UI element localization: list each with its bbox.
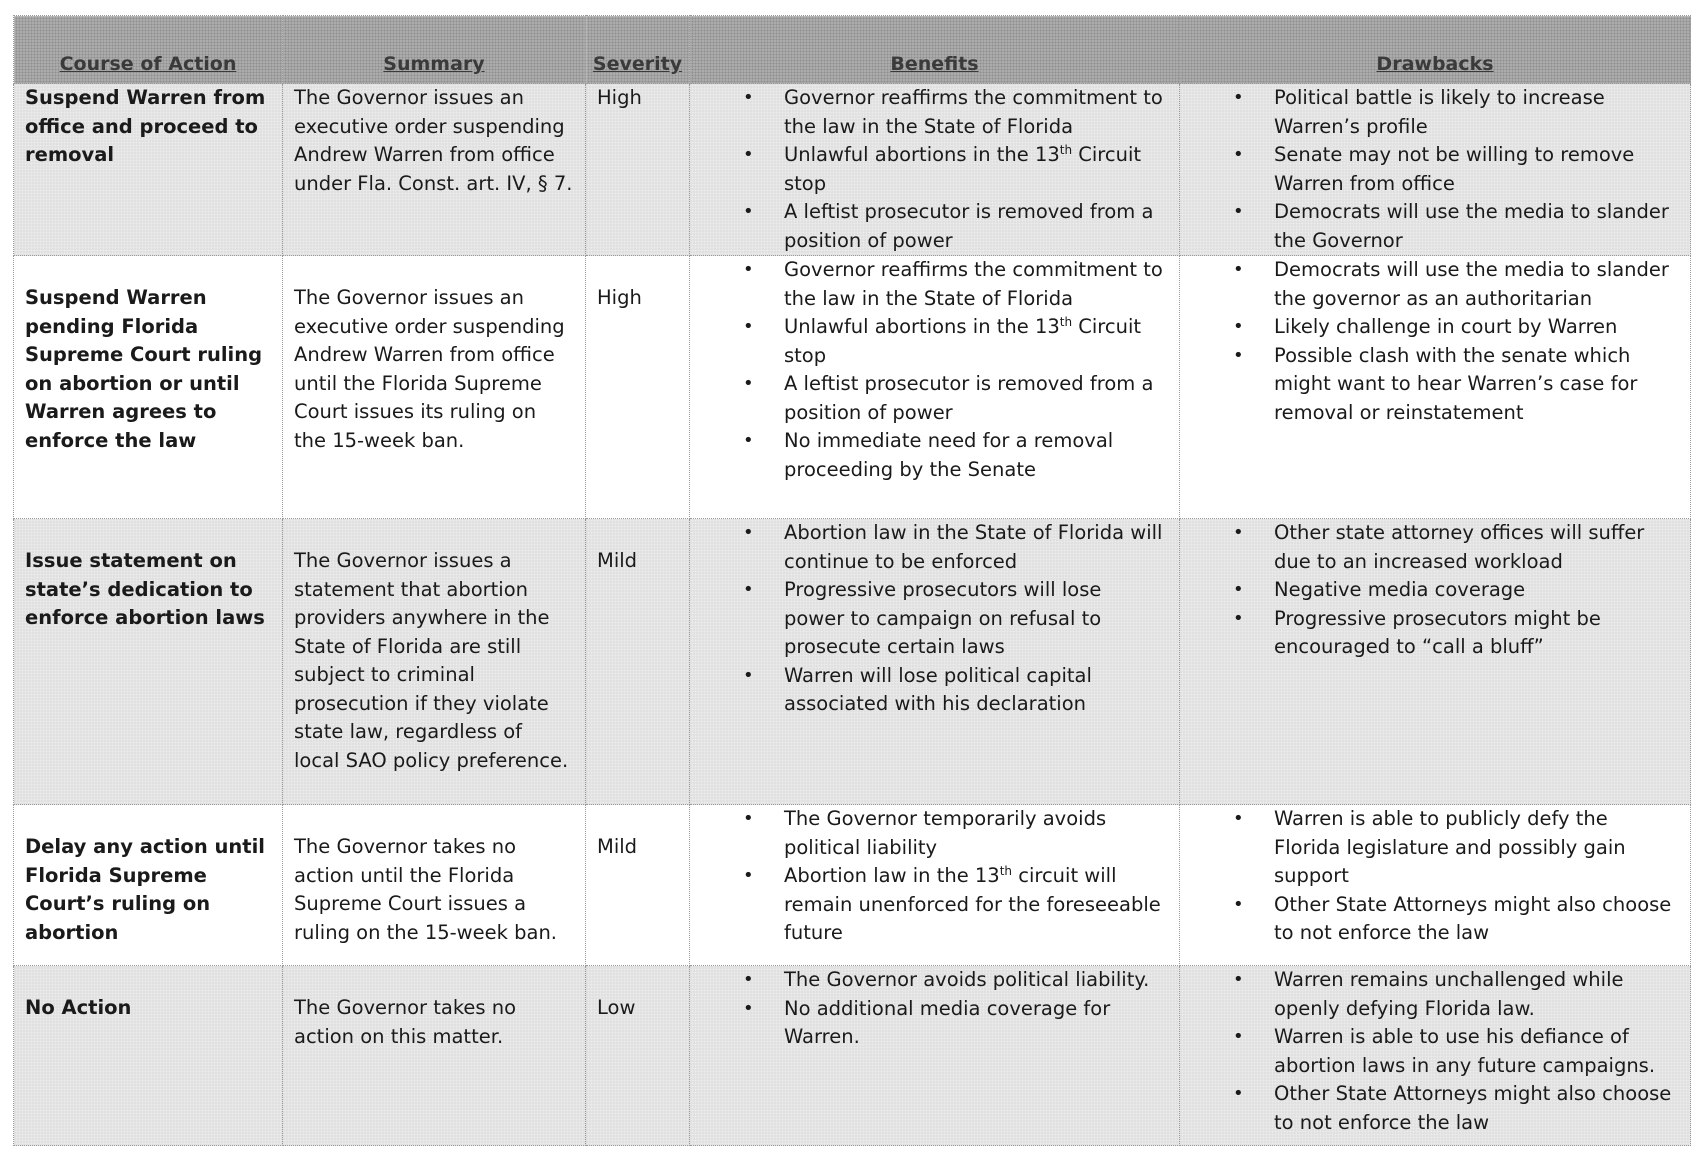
list-item: • A leftist prosecutor is removed from a position of power bbox=[743, 200, 1154, 252]
bullet-icon: • bbox=[743, 808, 754, 829]
drawbacks-cell bbox=[1180, 84, 1691, 256]
action-cell: Delay any action until Florida Supreme Court’s ruling on abortion bbox=[14, 805, 283, 966]
bullet-icon: • bbox=[1233, 522, 1244, 543]
benefits-list bbox=[690, 519, 1167, 719]
list-item: • Democrats will use the media to slander the governor as an authoritarian bbox=[1233, 258, 1669, 310]
bullet-icon: • bbox=[1233, 87, 1244, 108]
header-row bbox=[14, 16, 1691, 84]
benefits-cell bbox=[690, 84, 1180, 256]
list-item: • Political battle is likely to increase Warren’s profile bbox=[1233, 86, 1605, 138]
severity-cell: Mild bbox=[586, 805, 690, 966]
bullet-icon: • bbox=[1233, 579, 1244, 600]
bullet-icon: • bbox=[743, 144, 754, 165]
bullet-icon: • bbox=[743, 373, 754, 394]
benefits-cell bbox=[690, 256, 1180, 519]
course-of-action-table bbox=[13, 15, 1691, 1146]
bullet-icon: • bbox=[1233, 607, 1244, 629]
benefits-list bbox=[690, 84, 1167, 255]
list-item: • The Governor temporarily avoids political liability bbox=[743, 807, 1107, 859]
bullet-icon: • bbox=[743, 969, 754, 990]
bullet-icon: • bbox=[743, 259, 754, 280]
severity-cell: Mild bbox=[586, 519, 690, 805]
table-row bbox=[14, 84, 1691, 256]
list-item: • No additional media coverage for Warren. bbox=[743, 996, 1111, 1048]
header-drawbacks: Drawbacks bbox=[1180, 16, 1691, 84]
list-item: • Unlawful abortions in the 13th Circuit stop bbox=[743, 143, 1142, 195]
list-item: • Other State Attorneys might also choose to not enforce the law bbox=[1233, 1082, 1672, 1134]
benefits-cell bbox=[690, 519, 1180, 805]
bullet-icon: • bbox=[1233, 316, 1244, 337]
list-item: • Democrats will use the media to slander the Governor bbox=[1233, 200, 1669, 252]
list-item: • The Governor avoids political liability. bbox=[690, 966, 1167, 995]
list-item: • No immediate need for a removal proceeding by the Senate bbox=[743, 429, 1114, 481]
summary-cell: The Governor issues an executive order suspending Andrew Warren from office until the Florida Supreme Court issues its ruling on the 15-week ban. bbox=[283, 256, 586, 519]
header-severity: Severity bbox=[586, 16, 690, 84]
benefits-cell bbox=[690, 805, 1180, 966]
list-item: • Unlawful abortions in the 13th Circuit stop bbox=[743, 315, 1142, 367]
action-cell: No Action bbox=[14, 966, 283, 1146]
action-cell: Issue statement on state’s dedication to enforce abortion laws bbox=[14, 519, 283, 805]
table-row bbox=[14, 256, 1691, 519]
table-row bbox=[14, 805, 1691, 966]
bullet-icon: • bbox=[1233, 1026, 1244, 1047]
bullet-icon: • bbox=[743, 316, 754, 337]
severity-cell: High bbox=[586, 84, 690, 256]
header-summary: Summary bbox=[283, 16, 586, 84]
benefits-list bbox=[690, 256, 1167, 484]
list-item: • Abortion law in the State of Florida will continue to be enforced bbox=[743, 521, 1163, 573]
drawbacks-list bbox=[1180, 966, 1678, 1137]
list-item: • Progressive prosecutors will lose power to campaign on refusal to prosecute certain laws bbox=[743, 578, 1102, 658]
table-row bbox=[14, 966, 1691, 1146]
list-item: • Other state attorney offices will suffer due to an increased workload bbox=[1233, 521, 1645, 573]
table-row bbox=[14, 519, 1691, 805]
drawbacks-cell bbox=[1180, 805, 1691, 966]
benefits-list bbox=[690, 966, 1167, 1052]
drawbacks-cell bbox=[1180, 966, 1691, 1146]
header-benefits: Benefits bbox=[690, 16, 1180, 84]
bullet-icon: • bbox=[743, 522, 754, 543]
bullet-icon: • bbox=[743, 87, 754, 108]
list-item: • Governor reaffirms the commitment to the law in the State of Florida bbox=[743, 258, 1163, 310]
bullet-icon: • bbox=[1233, 893, 1244, 915]
severity-cell: Low bbox=[586, 966, 690, 1146]
list-item: • Warren is able to use his defiance of abortion laws in any future campaigns. bbox=[1233, 1025, 1656, 1077]
summary-cell: The Governor takes no action until the Florida Supreme Court issues a ruling on the 15-week ban. bbox=[283, 805, 586, 966]
summary-cell: The Governor takes no action on this matter. bbox=[283, 966, 586, 1146]
drawbacks-list bbox=[1180, 256, 1678, 427]
bullet-icon: • bbox=[1233, 144, 1244, 165]
bullet-icon: • bbox=[1233, 201, 1244, 222]
severity-cell: High bbox=[586, 256, 690, 519]
bullet-icon: • bbox=[1233, 259, 1244, 280]
list-item: • Negative media coverage bbox=[1180, 576, 1678, 605]
bullet-icon: • bbox=[743, 201, 754, 222]
list-item: • Abortion law in the 13th circuit will remain unenforced for the foreseeable future bbox=[743, 864, 1161, 944]
action-cell: Suspend Warren from office and proceed to removal bbox=[14, 84, 283, 256]
summary-cell: The Governor issues an executive order suspending Andrew Warren from office under Fla. Const. art. IV, § 7. bbox=[283, 84, 586, 256]
list-item: • A leftist prosecutor is removed from a position of power bbox=[743, 372, 1154, 424]
list-item: • Other State Attorneys might also choose to not enforce the law bbox=[1233, 892, 1672, 944]
bullet-icon: • bbox=[743, 664, 754, 686]
list-item: • Warren will lose political capital associated with his declaration bbox=[743, 663, 1092, 715]
list-item: • Warren is able to publicly defy the Florida legislature and possibly gain support bbox=[1233, 807, 1626, 887]
action-cell: Suspend Warren pending Florida Supreme Court ruling on abortion or until Warren agrees to enforce the law bbox=[14, 256, 283, 519]
list-item: • Likely challenge in court by Warren bbox=[1180, 313, 1678, 342]
benefits-cell bbox=[690, 966, 1180, 1146]
benefits-list bbox=[690, 805, 1167, 948]
list-item: • Governor reaffirms the commitment to the law in the State of Florida bbox=[743, 86, 1163, 138]
bullet-icon: • bbox=[1233, 808, 1244, 829]
drawbacks-cell bbox=[1180, 519, 1691, 805]
drawbacks-list bbox=[1180, 805, 1678, 948]
list-item: • Warren remains unchallenged while openly defying Florida law. bbox=[1233, 968, 1624, 1020]
bullet-icon: • bbox=[1233, 969, 1244, 990]
drawbacks-cell bbox=[1180, 256, 1691, 519]
bullet-icon: • bbox=[743, 430, 754, 451]
drawbacks-list bbox=[1180, 84, 1678, 255]
bullet-icon: • bbox=[743, 865, 754, 886]
summary-cell: The Governor issues a statement that abortion providers anywhere in the State of Florida are still subject to criminal prosecution if they violate state law, regardless of local SAO policy preference. bbox=[283, 519, 586, 805]
course-of-action-table-container bbox=[13, 15, 1690, 1146]
bullet-icon: • bbox=[743, 579, 754, 600]
list-item: • Progressive prosecutors might be encouraged to “call a bluff” bbox=[1233, 606, 1601, 658]
drawbacks-list bbox=[1180, 519, 1678, 662]
bullet-icon: • bbox=[1233, 344, 1244, 366]
list-item: • Senate may not be willing to remove Warren from office bbox=[1233, 143, 1635, 195]
bullet-icon: • bbox=[1233, 1083, 1244, 1104]
list-item: • Possible clash with the senate which might want to hear Warren’s case for removal or reinstatement bbox=[1233, 343, 1638, 424]
bullet-icon: • bbox=[743, 997, 754, 1019]
header-course-of-action: Course of Action bbox=[14, 16, 283, 84]
